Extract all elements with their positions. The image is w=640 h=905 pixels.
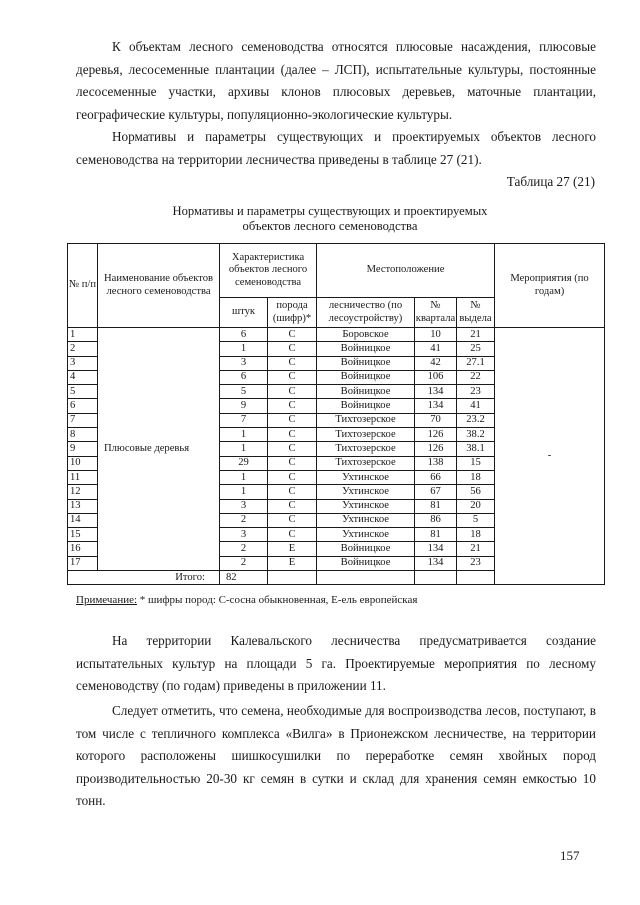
pieces-cell: 1 [220, 342, 268, 356]
quarter-cell: 126 [415, 442, 457, 456]
species-cell: С [268, 385, 317, 399]
species-cell: С [268, 513, 317, 527]
header-location: Местоположение [317, 244, 495, 298]
row-number: 14 [68, 513, 98, 527]
quarter-cell: 10 [415, 328, 457, 342]
quarter-cell: 138 [415, 456, 457, 470]
table-title [120, 204, 540, 233]
allotment-cell: 21 [457, 542, 495, 556]
pieces-cell: 2 [220, 556, 268, 570]
forestry-cell: Тихтозерское [317, 456, 415, 470]
species-cell: С [268, 328, 317, 342]
total-value: 82 [220, 571, 268, 585]
pieces-cell: 2 [220, 542, 268, 556]
pieces-cell: 6 [220, 370, 268, 384]
allotment-cell: 18 [457, 470, 495, 484]
quarter-cell: 42 [415, 356, 457, 370]
forestry-cell: Тихтозерское [317, 413, 415, 427]
header-num: № п/п [68, 244, 98, 328]
quarter-cell: 81 [415, 528, 457, 542]
total-label: Итого: [68, 571, 220, 585]
pieces-cell: 1 [220, 485, 268, 499]
allotment-cell: 56 [457, 485, 495, 499]
allotment-cell: 18 [457, 528, 495, 542]
species-cell: С [268, 528, 317, 542]
forestry-cell: Войницкое [317, 542, 415, 556]
empty-cell [317, 571, 415, 585]
allotment-cell: 23 [457, 385, 495, 399]
row-number: 11 [68, 470, 98, 484]
row-number: 4 [68, 370, 98, 384]
allotment-cell: 27.1 [457, 356, 495, 370]
row-number: 1 [68, 328, 98, 342]
header-name: Наименование объектов лесного семеноводства [98, 244, 220, 328]
header-forestry: лесничество (по лесоустройству) [317, 298, 415, 328]
forestry-cell: Войницкое [317, 399, 415, 413]
pieces-cell: 3 [220, 528, 268, 542]
allotment-cell: 5 [457, 513, 495, 527]
quarter-cell: 134 [415, 385, 457, 399]
allotment-cell: 20 [457, 499, 495, 513]
species-cell: С [268, 499, 317, 513]
pieces-cell: 5 [220, 385, 268, 399]
row-number: 16 [68, 542, 98, 556]
table-note [76, 594, 417, 606]
forestry-cell: Войницкое [317, 385, 415, 399]
outro-paragraph-4: Следует отметить, что семена, необходимые для воспроизводства лесов, поступают, в том числе с тепличного комплекса «Вилга» в Прионежском лесничестве, на территории которого расположены шишкосушилки по переработке семян хвойных пород производительностью 20-30 кг семян в сутки и склад для хранения семян емкостью 10 тонн. [76, 703, 596, 808]
forestry-cell: Ухтинское [317, 485, 415, 499]
measures-cell: - [495, 328, 605, 585]
species-cell: С [268, 342, 317, 356]
outro-paragraph-3: На территории Калевальского лесничества предусматривается создание испытательных культур на площади 5 га. Проектируемые мероприятия по лесному семеноводству (по годам) приведены в приложении 11. [76, 633, 596, 693]
row-number: 15 [68, 528, 98, 542]
species-cell: С [268, 356, 317, 370]
quarter-cell: 134 [415, 399, 457, 413]
quarter-cell: 67 [415, 485, 457, 499]
allotment-cell: 25 [457, 342, 495, 356]
row-number: 2 [68, 342, 98, 356]
pieces-cell: 2 [220, 513, 268, 527]
species-cell: С [268, 456, 317, 470]
row-number: 7 [68, 413, 98, 427]
allotment-cell: 41 [457, 399, 495, 413]
species-cell: Е [268, 556, 317, 570]
quarter-cell: 86 [415, 513, 457, 527]
seed-objects-table [67, 243, 605, 585]
row-number: 9 [68, 442, 98, 456]
header-quarter: № квартала [415, 298, 457, 328]
pieces-cell: 6 [220, 328, 268, 342]
pieces-cell: 1 [220, 442, 268, 456]
pieces-cell: 1 [220, 470, 268, 484]
quarter-cell: 106 [415, 370, 457, 384]
table-title-line-2: объектов лесного семеноводства [242, 218, 418, 233]
header-characteristic: Характеристика объектов лесного семеноводства [220, 244, 317, 298]
pieces-cell: 7 [220, 413, 268, 427]
forestry-cell: Войницкое [317, 556, 415, 570]
forestry-cell: Тихтозерское [317, 428, 415, 442]
pieces-cell: 29 [220, 456, 268, 470]
allotment-cell: 38.1 [457, 442, 495, 456]
forestry-cell: Ухтинское [317, 470, 415, 484]
forestry-cell: Ухтинское [317, 499, 415, 513]
allotment-cell: 15 [457, 456, 495, 470]
allotment-cell: 38.2 [457, 428, 495, 442]
row-number: 10 [68, 456, 98, 470]
species-cell: С [268, 428, 317, 442]
row-number: 12 [68, 485, 98, 499]
forestry-cell: Войницкое [317, 370, 415, 384]
species-cell: Е [268, 542, 317, 556]
forestry-cell: Войницкое [317, 356, 415, 370]
quarter-cell: 81 [415, 499, 457, 513]
species-cell: С [268, 442, 317, 456]
quarter-cell: 126 [415, 428, 457, 442]
pieces-cell: 1 [220, 428, 268, 442]
row-number: 8 [68, 428, 98, 442]
species-cell: С [268, 413, 317, 427]
page-number: 157 [560, 848, 580, 863]
allotment-cell: 21 [457, 328, 495, 342]
row-number: 13 [68, 499, 98, 513]
header-allotment: № выдела [457, 298, 495, 328]
note-text: * шифры пород: С-сосна обыкновенная, Е-ель европейская [137, 594, 418, 606]
allotment-cell: 23 [457, 556, 495, 570]
forestry-cell: Ухтинское [317, 528, 415, 542]
quarter-cell: 66 [415, 470, 457, 484]
species-cell: С [268, 485, 317, 499]
allotment-cell: 22 [457, 370, 495, 384]
object-name-cell: Плюсовые деревья [98, 328, 220, 571]
row-number: 6 [68, 399, 98, 413]
empty-cell [457, 571, 495, 585]
table-body [68, 328, 605, 585]
row-number: 17 [68, 556, 98, 570]
pieces-cell: 3 [220, 499, 268, 513]
intro-paragraph-1: К объектам лесного семеноводства относятся плюсовые насаждения, плюсовые деревья, лесосеменные плантации (далее – ЛСП), испытательные культуры, постоянные лесосеменные участки, архивы клонов плюсовых деревьев, маточные плантации, географические культуры, популяционно-экологические культуры. [76, 39, 596, 122]
row-number: 5 [68, 385, 98, 399]
empty-cell [415, 571, 457, 585]
note-label: Примечание: [76, 594, 138, 606]
forestry-cell: Тихтозерское [317, 442, 415, 456]
header-species: порода (шифр)* [268, 298, 317, 328]
quarter-cell: 70 [415, 413, 457, 427]
header-measures: Мероприятия (по годам) [495, 244, 605, 328]
species-cell: С [268, 470, 317, 484]
species-cell: С [268, 399, 317, 413]
empty-cell [268, 571, 317, 585]
header-pieces: штук [220, 298, 268, 328]
table-title-line-1: Нормативы и параметры существующих и проектируемых [172, 204, 488, 218]
pieces-cell: 9 [220, 399, 268, 413]
allotment-cell: 23.2 [457, 413, 495, 427]
quarter-cell: 41 [415, 342, 457, 356]
forestry-cell: Войницкое [317, 342, 415, 356]
species-cell: С [268, 370, 317, 384]
table-caption: Таблица 27 (21) [506, 174, 595, 189]
forestry-cell: Ухтинское [317, 513, 415, 527]
table-row [68, 328, 605, 342]
pieces-cell: 3 [220, 356, 268, 370]
intro-paragraph-2: Нормативы и параметры существующих и проектируемых объектов лесного семеноводства на территории лесничества приведены в таблице 27 (21). [76, 129, 596, 167]
quarter-cell: 134 [415, 542, 457, 556]
row-number: 3 [68, 356, 98, 370]
forestry-cell: Боровское [317, 328, 415, 342]
quarter-cell: 134 [415, 556, 457, 570]
